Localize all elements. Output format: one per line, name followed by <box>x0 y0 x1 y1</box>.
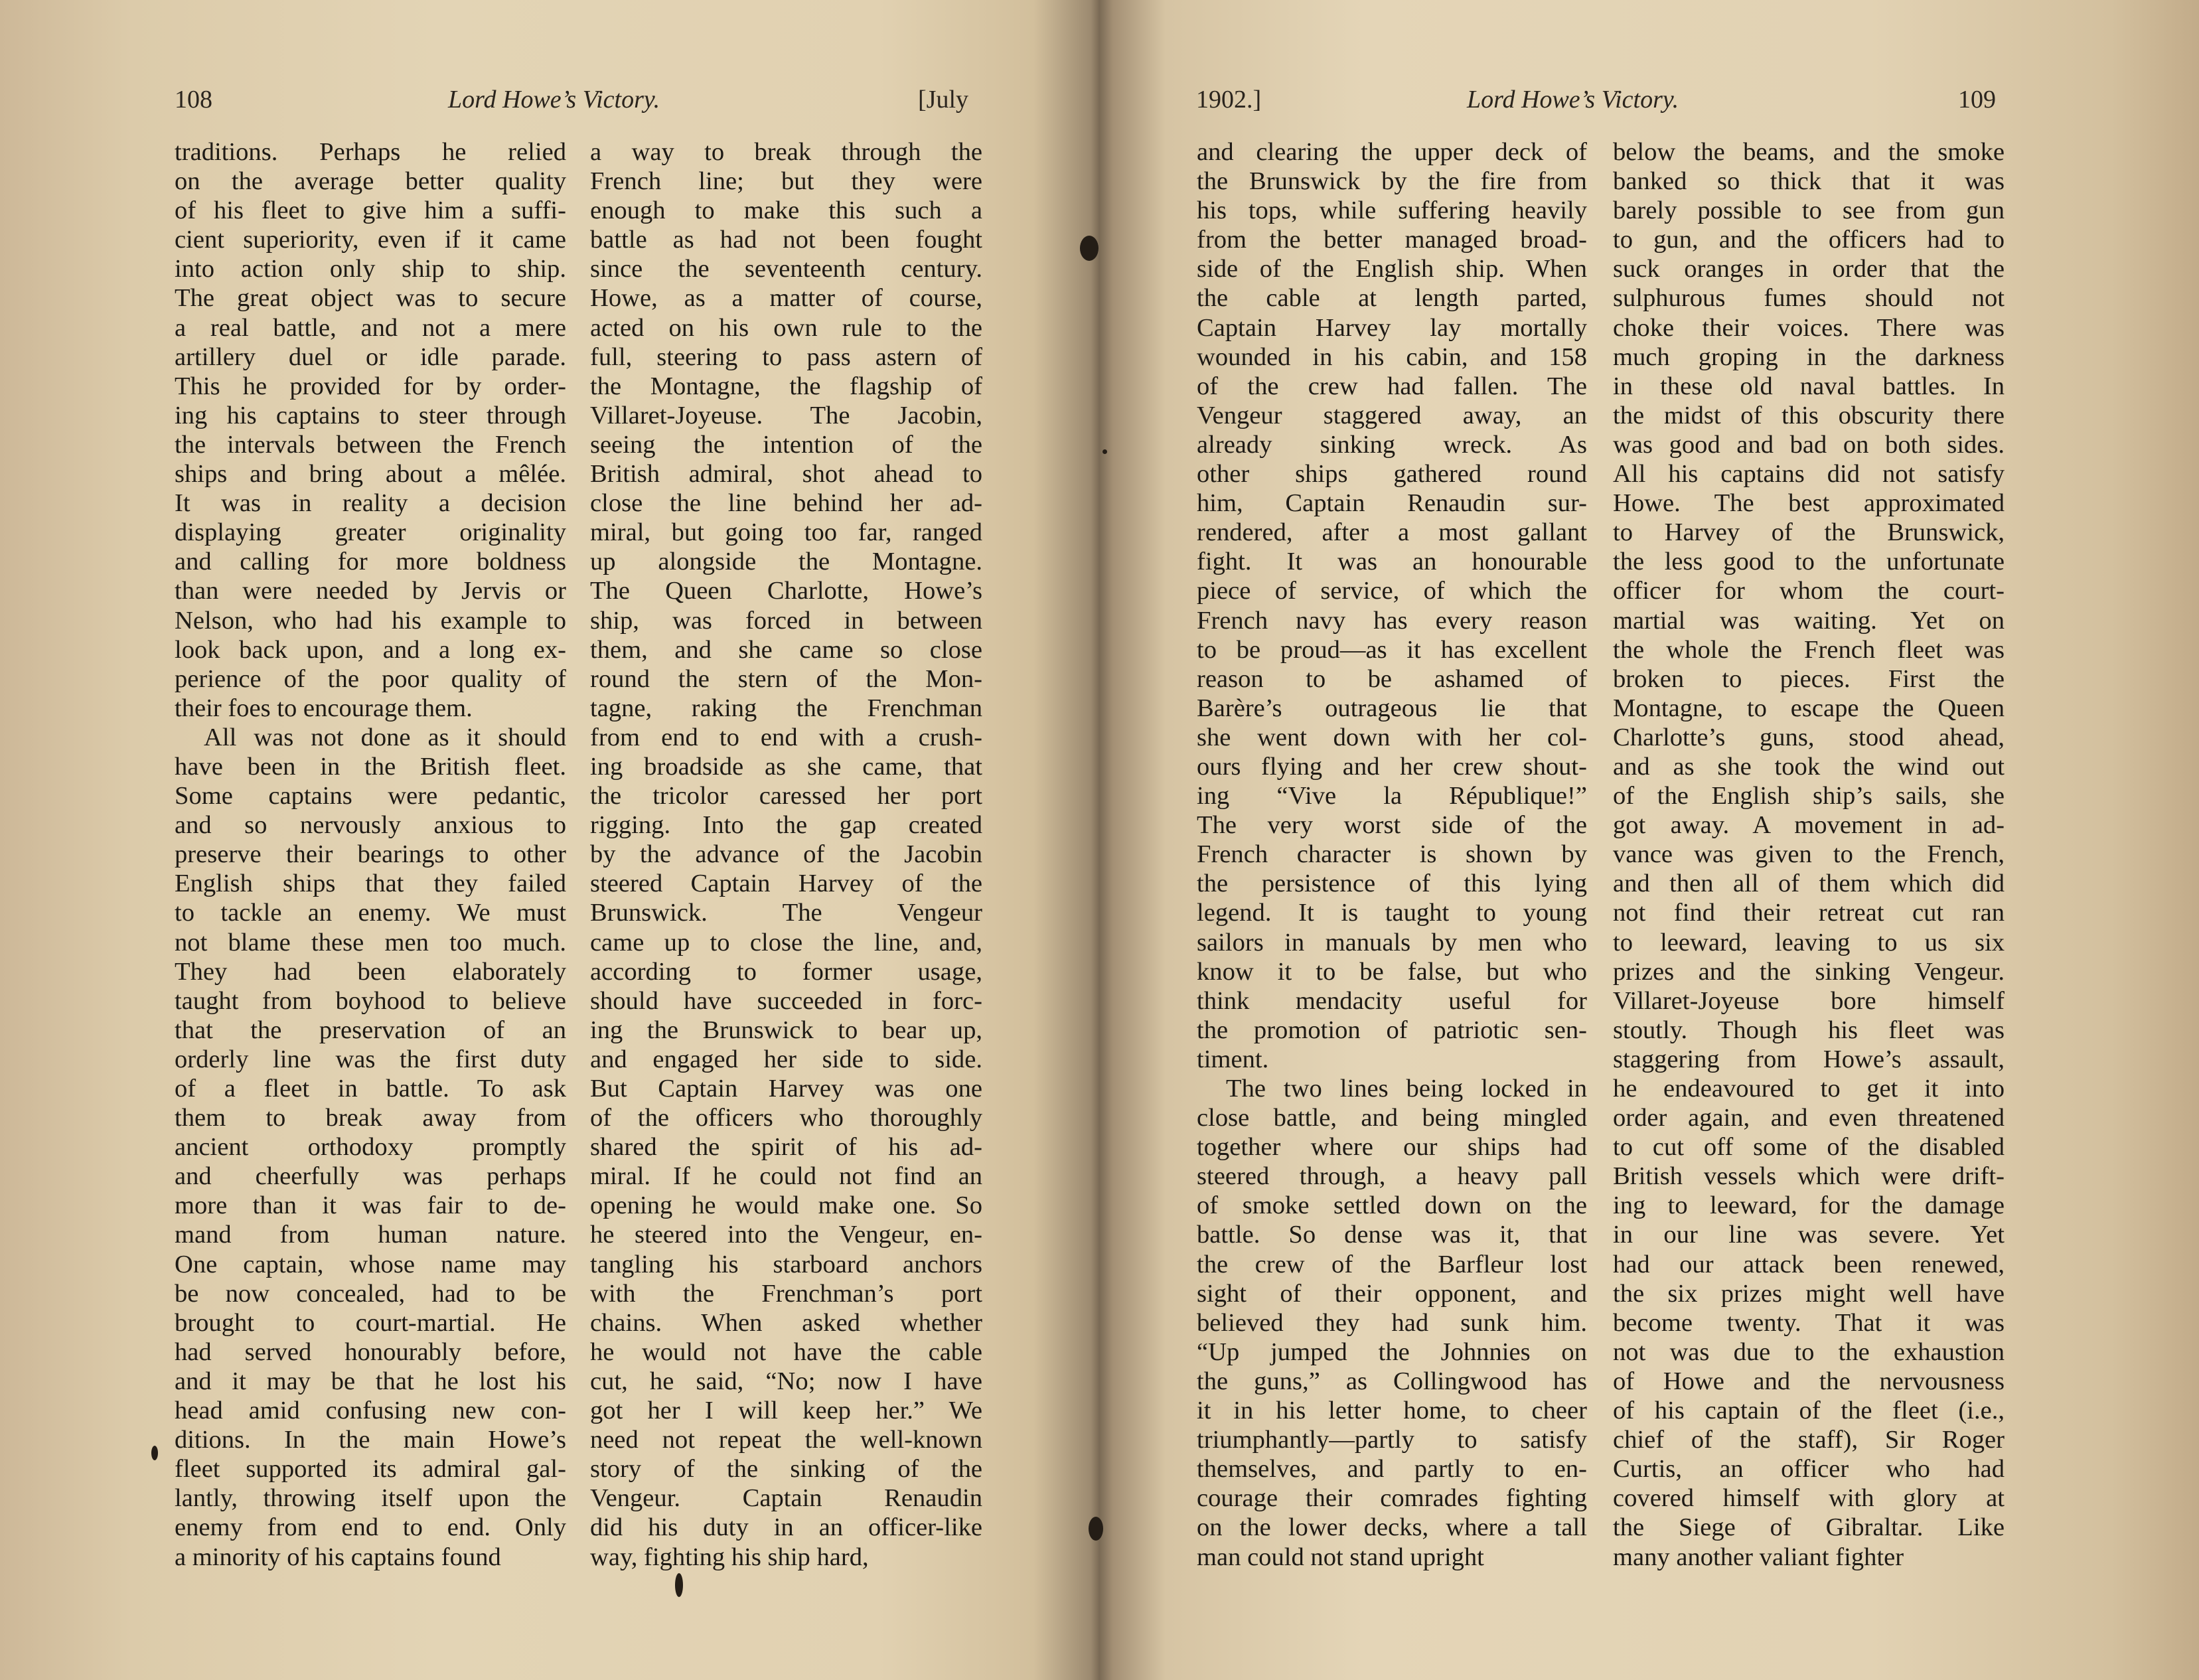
text-line: and it may be that he lost his <box>175 1367 566 1395</box>
text-line: and cheerfully was perhaps <box>175 1162 566 1191</box>
ink-blot <box>675 1573 683 1597</box>
text-line: of a fleet in battle. To ask <box>175 1075 566 1103</box>
text-line: from end to end with a crush- <box>590 723 982 751</box>
text-line: artillery duel or idle parade. <box>175 343 566 371</box>
text-line: Vengeur. Captain Renaudin <box>590 1484 982 1513</box>
text-line: to cut off some of the disabled <box>1613 1133 2005 1162</box>
text-line: him, Captain Renaudin sur- <box>1197 489 1587 518</box>
text-line: believed they had sunk him. <box>1197 1308 1587 1337</box>
text-line: All his captains did not satisfy <box>1613 460 2005 489</box>
text-line: their foes to encourage them. <box>175 694 473 722</box>
text-line: British vessels which were drift- <box>1613 1162 2005 1191</box>
text-column-left-1 <box>175 137 566 1572</box>
text-line: much groping in the darkness <box>1613 343 2005 371</box>
text-line: French navy has every reason <box>1197 606 1587 635</box>
text-line: steered Captain Harvey of the <box>590 870 982 898</box>
text-line: sailors in manuals by men who <box>1197 928 1587 956</box>
text-line: banked so thick that it was <box>1613 167 2005 196</box>
text-line: tagne, raking the Frenchman <box>590 694 982 722</box>
left-page <box>0 0 1062 1680</box>
text-line: orderly line was the first duty <box>175 1045 566 1073</box>
text-line: to Harvey of the Brunswick, <box>1613 518 2005 547</box>
text-line: sight of their opponent, and <box>1197 1279 1587 1308</box>
text-line: steered through, a heavy pall <box>1197 1162 1587 1191</box>
text-line: displaying greater originality <box>175 518 566 547</box>
text-line: and so nervously anxious to <box>175 811 566 840</box>
text-line: enough to make this such a <box>590 196 982 225</box>
text-line: to leeward, leaving to us six <box>1613 928 2005 956</box>
text-line: it in his letter home, to cheer <box>1197 1397 1587 1425</box>
text-line: the tricolor caressed her port <box>590 782 982 810</box>
text-line: shared the spirit of his ad- <box>590 1133 982 1162</box>
text-line: round the stern of the Mon- <box>590 664 982 693</box>
text-line: They had been elaborately <box>175 957 566 986</box>
text-line: brought to court-martial. He <box>175 1308 566 1337</box>
text-line: and then all of them which did <box>1613 870 2005 898</box>
text-line: The two lines being locked in <box>1226 1075 1587 1103</box>
text-line: cient superiority, even if it came <box>175 226 566 254</box>
text-line: a way to break through the <box>590 138 982 166</box>
text-line: sulphurous fumes should not <box>1613 284 2005 313</box>
text-line: Montagne, to escape the Queen <box>1613 694 2005 722</box>
text-line: Villaret-Joyeuse. The Jacobin, <box>590 401 982 429</box>
text-line: broken to pieces. First the <box>1613 664 2005 693</box>
text-line: ing “Vive la République!” <box>1197 782 1587 810</box>
text-line: the persistence of this lying <box>1197 870 1587 898</box>
text-line: the cable at length parted, <box>1197 284 1587 313</box>
text-line: full, steering to pass astern of <box>590 343 982 371</box>
text-line: French character is shown by <box>1197 840 1587 869</box>
text-line: Charlotte’s guns, stood ahead, <box>1613 723 2005 751</box>
text-line: already sinking wreck. As <box>1197 430 1587 459</box>
text-line: ditions. In the main Howe’s <box>175 1426 566 1454</box>
text-line: to be proud—as it has excellent <box>1197 635 1587 664</box>
left-page-header <box>0 85 1062 125</box>
text-line: mand from human nature. <box>175 1221 566 1249</box>
text-line: Villaret-Joyeuse bore himself <box>1613 986 2005 1015</box>
text-line: But Captain Harvey was one <box>590 1075 982 1103</box>
text-line: that the preservation of an <box>175 1016 566 1044</box>
text-line: of Howe and the nervousness <box>1613 1367 2005 1395</box>
text-line: “Up jumped the Johnnies on <box>1197 1337 1587 1366</box>
ink-blot <box>1080 236 1099 261</box>
text-line: than were needed by Jervis or <box>175 577 566 605</box>
text-line: fleet supported its admiral gal- <box>175 1455 566 1484</box>
text-line: This he provided for by order- <box>175 372 566 400</box>
text-line: wounded in his cabin, and 158 <box>1197 343 1587 371</box>
text-line: Captain Harvey lay mortally <box>1197 313 1587 342</box>
text-line: look back upon, and a long ex- <box>175 635 566 664</box>
text-line: of the officers who thoroughly <box>590 1104 982 1132</box>
text-line: the Montagne, the flagship of <box>590 372 982 400</box>
text-line: them, and she came so close <box>590 635 982 664</box>
text-line: by the advance of the Jacobin <box>590 840 982 869</box>
text-line: vance was given to the French, <box>1613 840 2005 869</box>
text-line: a real battle, and not a mere <box>175 313 566 342</box>
text-line: reason to be ashamed of <box>1197 664 1587 693</box>
text-line: Nelson, who had his example to <box>175 606 566 635</box>
text-line: martial was waiting. Yet on <box>1613 606 2005 635</box>
text-line: got her I will keep her.” We <box>590 1397 982 1425</box>
text-line: of the crew had fallen. The <box>1197 372 1587 400</box>
text-line: stoutly. Though his fleet was <box>1613 1016 2005 1044</box>
text-line: since the seventeenth century. <box>590 255 982 283</box>
text-line: acted on his own rule to the <box>590 313 982 342</box>
text-line: of smoke settled down on the <box>1197 1191 1587 1220</box>
text-line: together where our ships had <box>1197 1133 1587 1162</box>
header-date: 1902.] <box>1196 86 1262 114</box>
text-line: Brunswick. The Vengeur <box>590 899 982 927</box>
text-line: of his captain of the fleet (i.e., <box>1613 1397 2005 1425</box>
text-line: and calling for more boldness <box>175 548 566 576</box>
text-line: Curtis, an officer who had <box>1613 1455 2005 1484</box>
text-line: ing broadside as she came, that <box>590 752 982 781</box>
text-line: become twenty. That it was <box>1613 1308 2005 1337</box>
text-line: tangling his starboard anchors <box>590 1250 982 1278</box>
text-line: preserve their bearings to other <box>175 840 566 869</box>
text-line: ship, was forced in between <box>590 606 982 635</box>
text-line: the intervals between the French <box>175 430 566 459</box>
text-line: miral, but going too far, ranged <box>590 518 982 547</box>
text-line: French line; but they were <box>590 167 982 196</box>
text-line: up alongside the Montagne. <box>590 548 982 576</box>
text-line: legend. It is taught to young <box>1197 899 1587 927</box>
text-line: close battle, and being mingled <box>1197 1104 1587 1132</box>
text-line: rigging. Into the gap created <box>590 811 982 840</box>
text-line: he would not have the cable <box>590 1337 982 1366</box>
page-number: 109 <box>1958 86 1996 114</box>
text-line: ing the Brunswick to bear up, <box>590 1016 982 1044</box>
text-line: ships and bring about a mêlée. <box>175 460 566 489</box>
text-line: ing to leeward, for the damage <box>1613 1191 2005 1220</box>
text-line: from the better managed broad- <box>1197 226 1587 254</box>
text-line: he steered into the Vengeur, en- <box>590 1221 982 1249</box>
text-line: The very worst side of the <box>1197 811 1587 840</box>
text-line: Some captains were pedantic, <box>175 782 566 810</box>
text-line: should have succeeded in forc- <box>590 986 982 1015</box>
text-line: chains. When asked whether <box>590 1308 982 1337</box>
text-line: not was due to the exhaustion <box>1613 1337 2005 1366</box>
text-line: choke their voices. There was <box>1613 313 2005 342</box>
text-line: themselves, and partly to en- <box>1197 1455 1587 1484</box>
text-line: Vengeur staggered away, an <box>1197 401 1587 429</box>
text-line: English ships that they failed <box>175 870 566 898</box>
ink-blot <box>1089 1517 1103 1541</box>
text-line: lantly, throwing itself upon the <box>175 1484 566 1513</box>
right-page-header <box>1089 85 2199 125</box>
text-line: had served honourably before, <box>175 1337 566 1366</box>
text-line: Barère’s outrageous lie that <box>1197 694 1587 722</box>
text-line: she went down with her col- <box>1197 723 1587 751</box>
page-number: 108 <box>175 86 212 114</box>
text-line: of his fleet to give him a suffi- <box>175 196 566 225</box>
header-date: [July <box>918 86 968 114</box>
text-line: The Queen Charlotte, Howe’s <box>590 577 982 605</box>
text-line: taught from boyhood to believe <box>175 986 566 1015</box>
text-line: close the line behind her ad- <box>590 489 982 518</box>
text-line: had our attack been renewed, <box>1613 1250 2005 1278</box>
text-line: other ships gathered round <box>1197 460 1587 489</box>
text-line: the six prizes might well have <box>1613 1279 2005 1308</box>
text-line: a minority of his captains found <box>175 1543 501 1571</box>
text-line: story of the sinking of the <box>590 1455 982 1484</box>
text-line: perience of the poor quality of <box>175 664 566 693</box>
text-line: in our line was severe. Yet <box>1613 1221 2005 1249</box>
text-line: the Siege of Gibraltar. Like <box>1613 1513 2005 1542</box>
text-line: on the lower decks, where a tall <box>1197 1513 1587 1542</box>
ink-blot <box>1102 449 1107 454</box>
text-line: opening he would make one. So <box>590 1191 982 1220</box>
text-line: need not repeat the well-known <box>590 1426 982 1454</box>
text-line: ing his captains to steer through <box>175 401 566 429</box>
text-line: British admiral, shot ahead to <box>590 460 982 489</box>
text-line: miral. If he could not find an <box>590 1162 982 1191</box>
text-line: The great object was to secure <box>175 284 566 313</box>
text-line: staggering from Howe’s assault, <box>1613 1045 2005 1073</box>
text-line: man could not stand upright <box>1197 1543 1484 1571</box>
text-column-right-2 <box>1613 137 2005 1572</box>
text-line: fight. It was an honourable <box>1197 548 1587 576</box>
text-line: them to break away from <box>175 1104 566 1132</box>
text-line: his tops, while suffering heavily <box>1197 196 1587 225</box>
text-line: All was not done as it should <box>204 723 566 751</box>
text-line: have been in the British fleet. <box>175 752 566 781</box>
text-line: to tackle an enemy. We must <box>175 899 566 927</box>
text-column-right-1 <box>1197 137 1587 1572</box>
text-line: not blame these men too much. <box>175 928 566 956</box>
text-line: according to former usage, <box>590 957 982 986</box>
text-line: the promotion of patriotic sen- <box>1197 1016 1587 1044</box>
ink-blot <box>151 1446 158 1460</box>
text-line: battle as had not been fought <box>590 226 982 254</box>
text-line: he endeavoured to get it into <box>1613 1075 2005 1103</box>
text-line: to gun, and the officers had to <box>1613 226 2005 254</box>
text-line: the Brunswick by the fire from <box>1197 167 1587 196</box>
text-line: with the Frenchman’s port <box>590 1279 982 1308</box>
text-line: the guns,” as Collingwood has <box>1197 1367 1587 1395</box>
text-line: and engaged her side to side. <box>590 1045 982 1073</box>
text-line: the whole the French fleet was <box>1613 635 2005 664</box>
text-column-left-2 <box>590 137 982 1572</box>
text-line: the less good to the unfortunate <box>1613 548 2005 576</box>
text-line: was good and bad on both sides. <box>1613 430 2005 459</box>
text-line: cut, he said, “No; now I have <box>590 1367 982 1395</box>
text-line: Howe. The best approximated <box>1613 489 2005 518</box>
text-line: know it to be false, but who <box>1197 957 1587 986</box>
text-line: seeing the intention of the <box>590 430 982 459</box>
text-line: be now concealed, had to be <box>175 1279 566 1308</box>
text-line: ancient orthodoxy promptly <box>175 1133 566 1162</box>
text-line: officer for whom the court- <box>1613 577 2005 605</box>
text-line: many another valiant fighter <box>1613 1543 1904 1571</box>
text-line: came up to close the line, and, <box>590 928 982 956</box>
text-line: Howe, as a matter of course, <box>590 284 982 313</box>
right-page <box>1089 0 2199 1680</box>
text-line: got away. A movement in ad- <box>1613 811 2005 840</box>
text-line: below the beams, and the smoke <box>1613 138 2005 166</box>
text-line: rendered, after a most gallant <box>1197 518 1587 547</box>
text-line: think mendacity useful for <box>1197 986 1587 1015</box>
text-line: in these old naval battles. In <box>1613 372 2005 400</box>
text-line: ours flying and her crew shout- <box>1197 752 1587 781</box>
text-line: triumphantly—partly to satisfy <box>1197 1426 1587 1454</box>
text-line: battle. So dense was it, that <box>1197 1221 1587 1249</box>
running-title: Lord Howe’s Victory. <box>448 86 660 114</box>
text-line: courage their comrades fighting <box>1197 1484 1587 1513</box>
text-line: the midst of this obscurity there <box>1613 401 2005 429</box>
text-line: traditions. Perhaps he relied <box>175 138 566 166</box>
text-line: the crew of the Barfleur lost <box>1197 1250 1587 1278</box>
text-line: of the English ship’s sails, she <box>1613 782 2005 810</box>
text-line: on the average better quality <box>175 167 566 196</box>
text-line: suck oranges in order that the <box>1613 255 2005 283</box>
text-line: not find their retreat cut ran <box>1613 899 2005 927</box>
text-line: timent. <box>1197 1045 1269 1073</box>
text-line: covered himself with glory at <box>1613 1484 2005 1513</box>
text-line: One captain, whose name may <box>175 1250 566 1278</box>
text-line: enemy from end to end. Only <box>175 1513 566 1542</box>
text-line: order again, and even threatened <box>1613 1104 2005 1132</box>
text-line: did his duty in an officer-like <box>590 1513 982 1542</box>
text-line: way, fighting his ship hard, <box>590 1543 869 1571</box>
text-line: chief of the staff), Sir Roger <box>1613 1426 2005 1454</box>
text-line: prizes and the sinking Vengeur. <box>1613 957 2005 986</box>
text-line: barely possible to see from gun <box>1613 196 2005 225</box>
text-line: head amid confusing new con- <box>175 1397 566 1425</box>
running-title: Lord Howe’s Victory. <box>1467 86 1679 114</box>
text-line: piece of service, of which the <box>1197 577 1587 605</box>
text-line: side of the English ship. When <box>1197 255 1587 283</box>
text-line: into action only ship to ship. <box>175 255 566 283</box>
text-line: and clearing the upper deck of <box>1197 138 1587 166</box>
text-line: and as she took the wind out <box>1613 752 2005 781</box>
text-line: It was in reality a decision <box>175 489 566 518</box>
text-line: more than it was fair to de- <box>175 1191 566 1220</box>
